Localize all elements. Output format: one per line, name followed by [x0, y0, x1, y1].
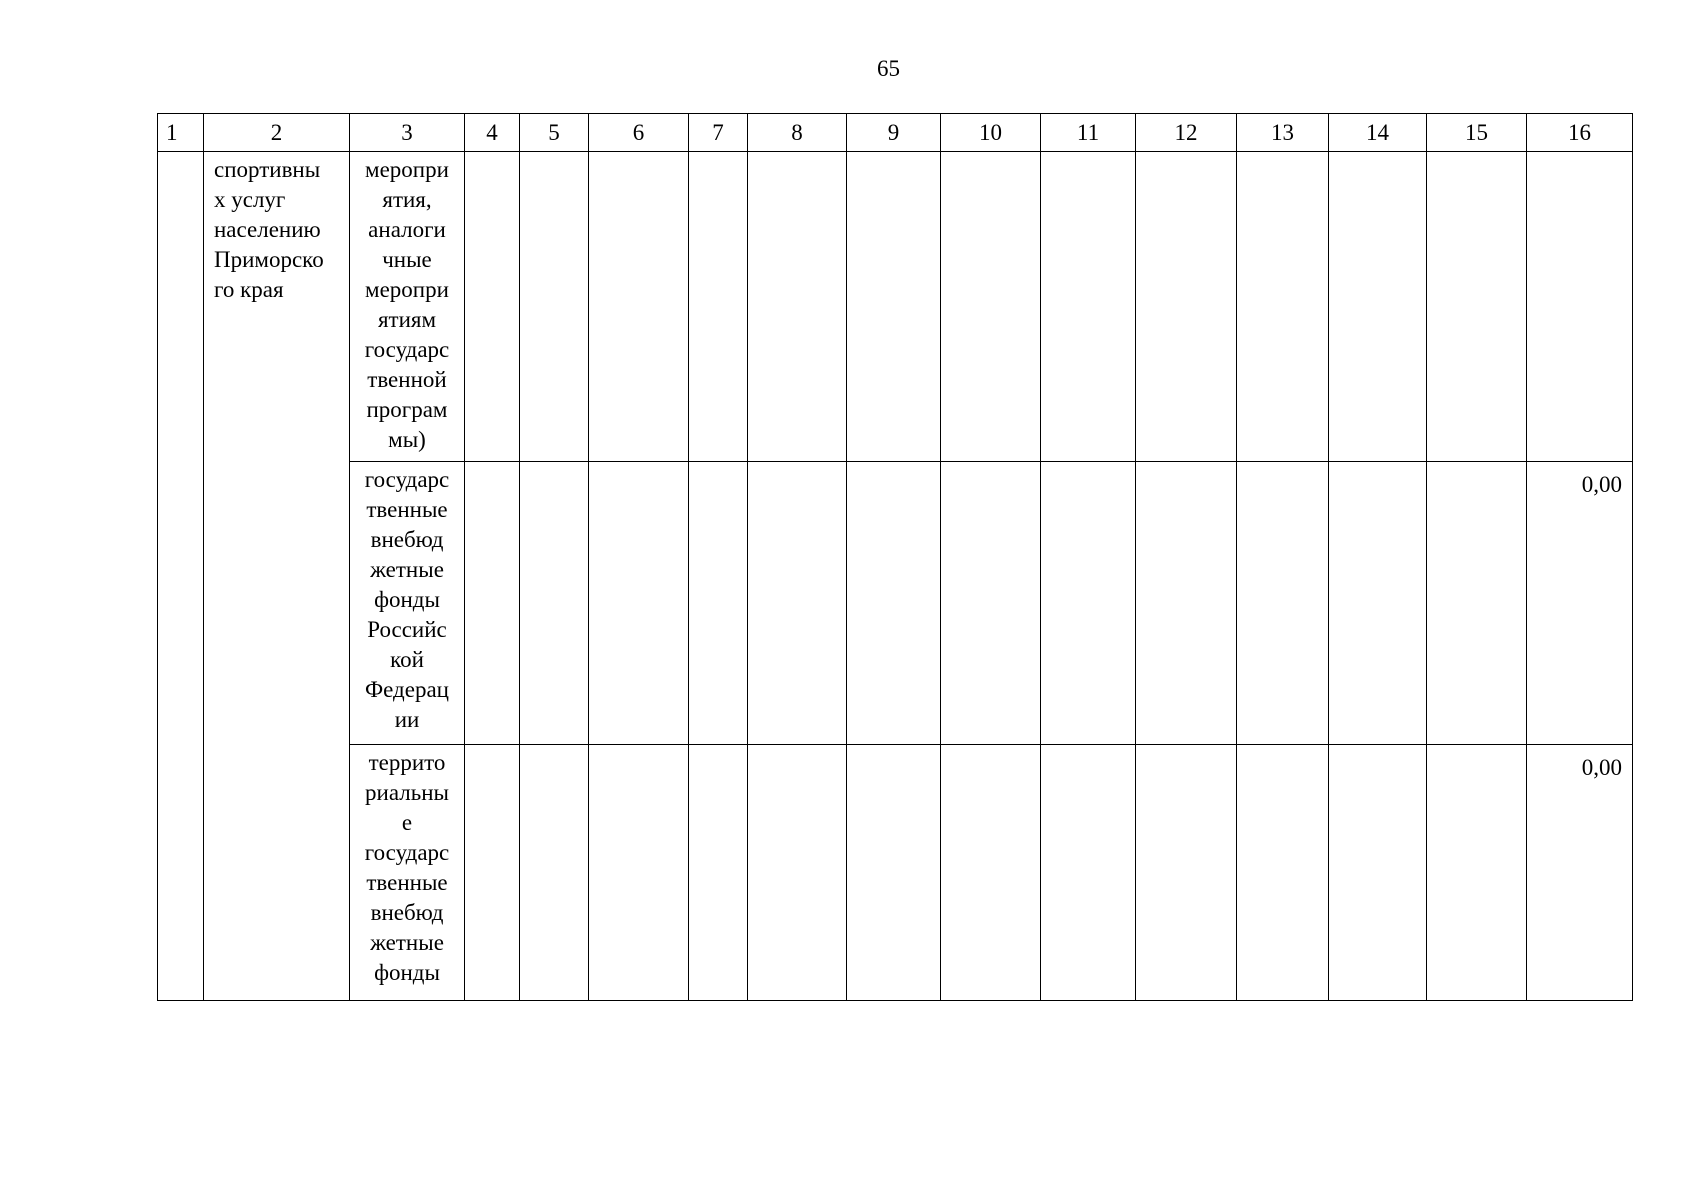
data-table	[157, 113, 1633, 1001]
empty-cell	[520, 462, 589, 745]
value-cell: 0,00	[1527, 462, 1633, 745]
empty-cell	[1427, 462, 1527, 745]
header-cell: 2	[204, 114, 350, 152]
empty-cell	[689, 152, 748, 462]
col1-cell	[158, 152, 204, 1001]
empty-cell	[1329, 152, 1427, 462]
empty-cell	[1427, 745, 1527, 1001]
funding-source-text: государс твенные внебюд жетные фонды Российс кой Федерац ии	[364, 467, 450, 732]
empty-cell	[748, 745, 847, 1001]
funding-source-text: меропри ятия, аналоги чные меропри ятиям государс твенной програм мы)	[364, 157, 450, 452]
empty-cell	[1136, 462, 1237, 745]
empty-cell	[465, 462, 520, 745]
funding-source-cell	[350, 462, 465, 745]
empty-cell	[748, 152, 847, 462]
empty-cell	[1237, 462, 1329, 745]
header-cell: 5	[520, 114, 589, 152]
empty-cell	[520, 745, 589, 1001]
header-cell: 15	[1427, 114, 1527, 152]
empty-cell	[847, 462, 941, 745]
empty-cell	[941, 745, 1041, 1001]
empty-cell	[1329, 462, 1427, 745]
table-row	[158, 462, 1633, 745]
table-row	[158, 745, 1633, 1001]
header-cell: 13	[1237, 114, 1329, 152]
service-description-text: спортивны х услуг населению Приморско го края	[214, 157, 324, 302]
header-cell: 3	[350, 114, 465, 152]
empty-cell	[589, 152, 689, 462]
empty-cell	[748, 462, 847, 745]
empty-cell	[465, 152, 520, 462]
empty-cell	[1329, 745, 1427, 1001]
header-row	[158, 114, 1633, 152]
empty-cell	[589, 462, 689, 745]
empty-cell	[589, 745, 689, 1001]
empty-cell	[847, 152, 941, 462]
empty-cell	[1237, 152, 1329, 462]
header-cell: 12	[1136, 114, 1237, 152]
page-number: 65	[877, 56, 900, 81]
empty-cell	[941, 462, 1041, 745]
value-cell: 0,00	[1527, 745, 1633, 1001]
empty-cell	[1136, 745, 1237, 1001]
header-cell: 4	[465, 114, 520, 152]
empty-cell	[520, 152, 589, 462]
funding-source-cell	[350, 745, 465, 1001]
header-cell: 14	[1329, 114, 1427, 152]
header-cell: 9	[847, 114, 941, 152]
table-row	[158, 152, 1633, 462]
empty-cell	[1427, 152, 1527, 462]
value-cell	[1527, 152, 1633, 462]
empty-cell	[847, 745, 941, 1001]
header-cell: 16	[1527, 114, 1633, 152]
service-description-cell	[204, 152, 350, 1001]
header-cell: 10	[941, 114, 1041, 152]
header-cell: 11	[1041, 114, 1136, 152]
empty-cell	[1136, 152, 1237, 462]
header-cell: 1	[158, 114, 204, 152]
header-cell: 8	[748, 114, 847, 152]
empty-cell	[1041, 745, 1136, 1001]
empty-cell	[1237, 745, 1329, 1001]
empty-cell	[941, 152, 1041, 462]
header-cell: 6	[589, 114, 689, 152]
funding-source-text: террито риальны е государс твенные внебюд жетные фонды	[364, 750, 450, 985]
empty-cell	[1041, 152, 1136, 462]
empty-cell	[689, 745, 748, 1001]
header-cell: 7	[689, 114, 748, 152]
empty-cell	[465, 745, 520, 1001]
funding-source-cell	[350, 152, 465, 462]
empty-cell	[689, 462, 748, 745]
empty-cell	[1041, 462, 1136, 745]
